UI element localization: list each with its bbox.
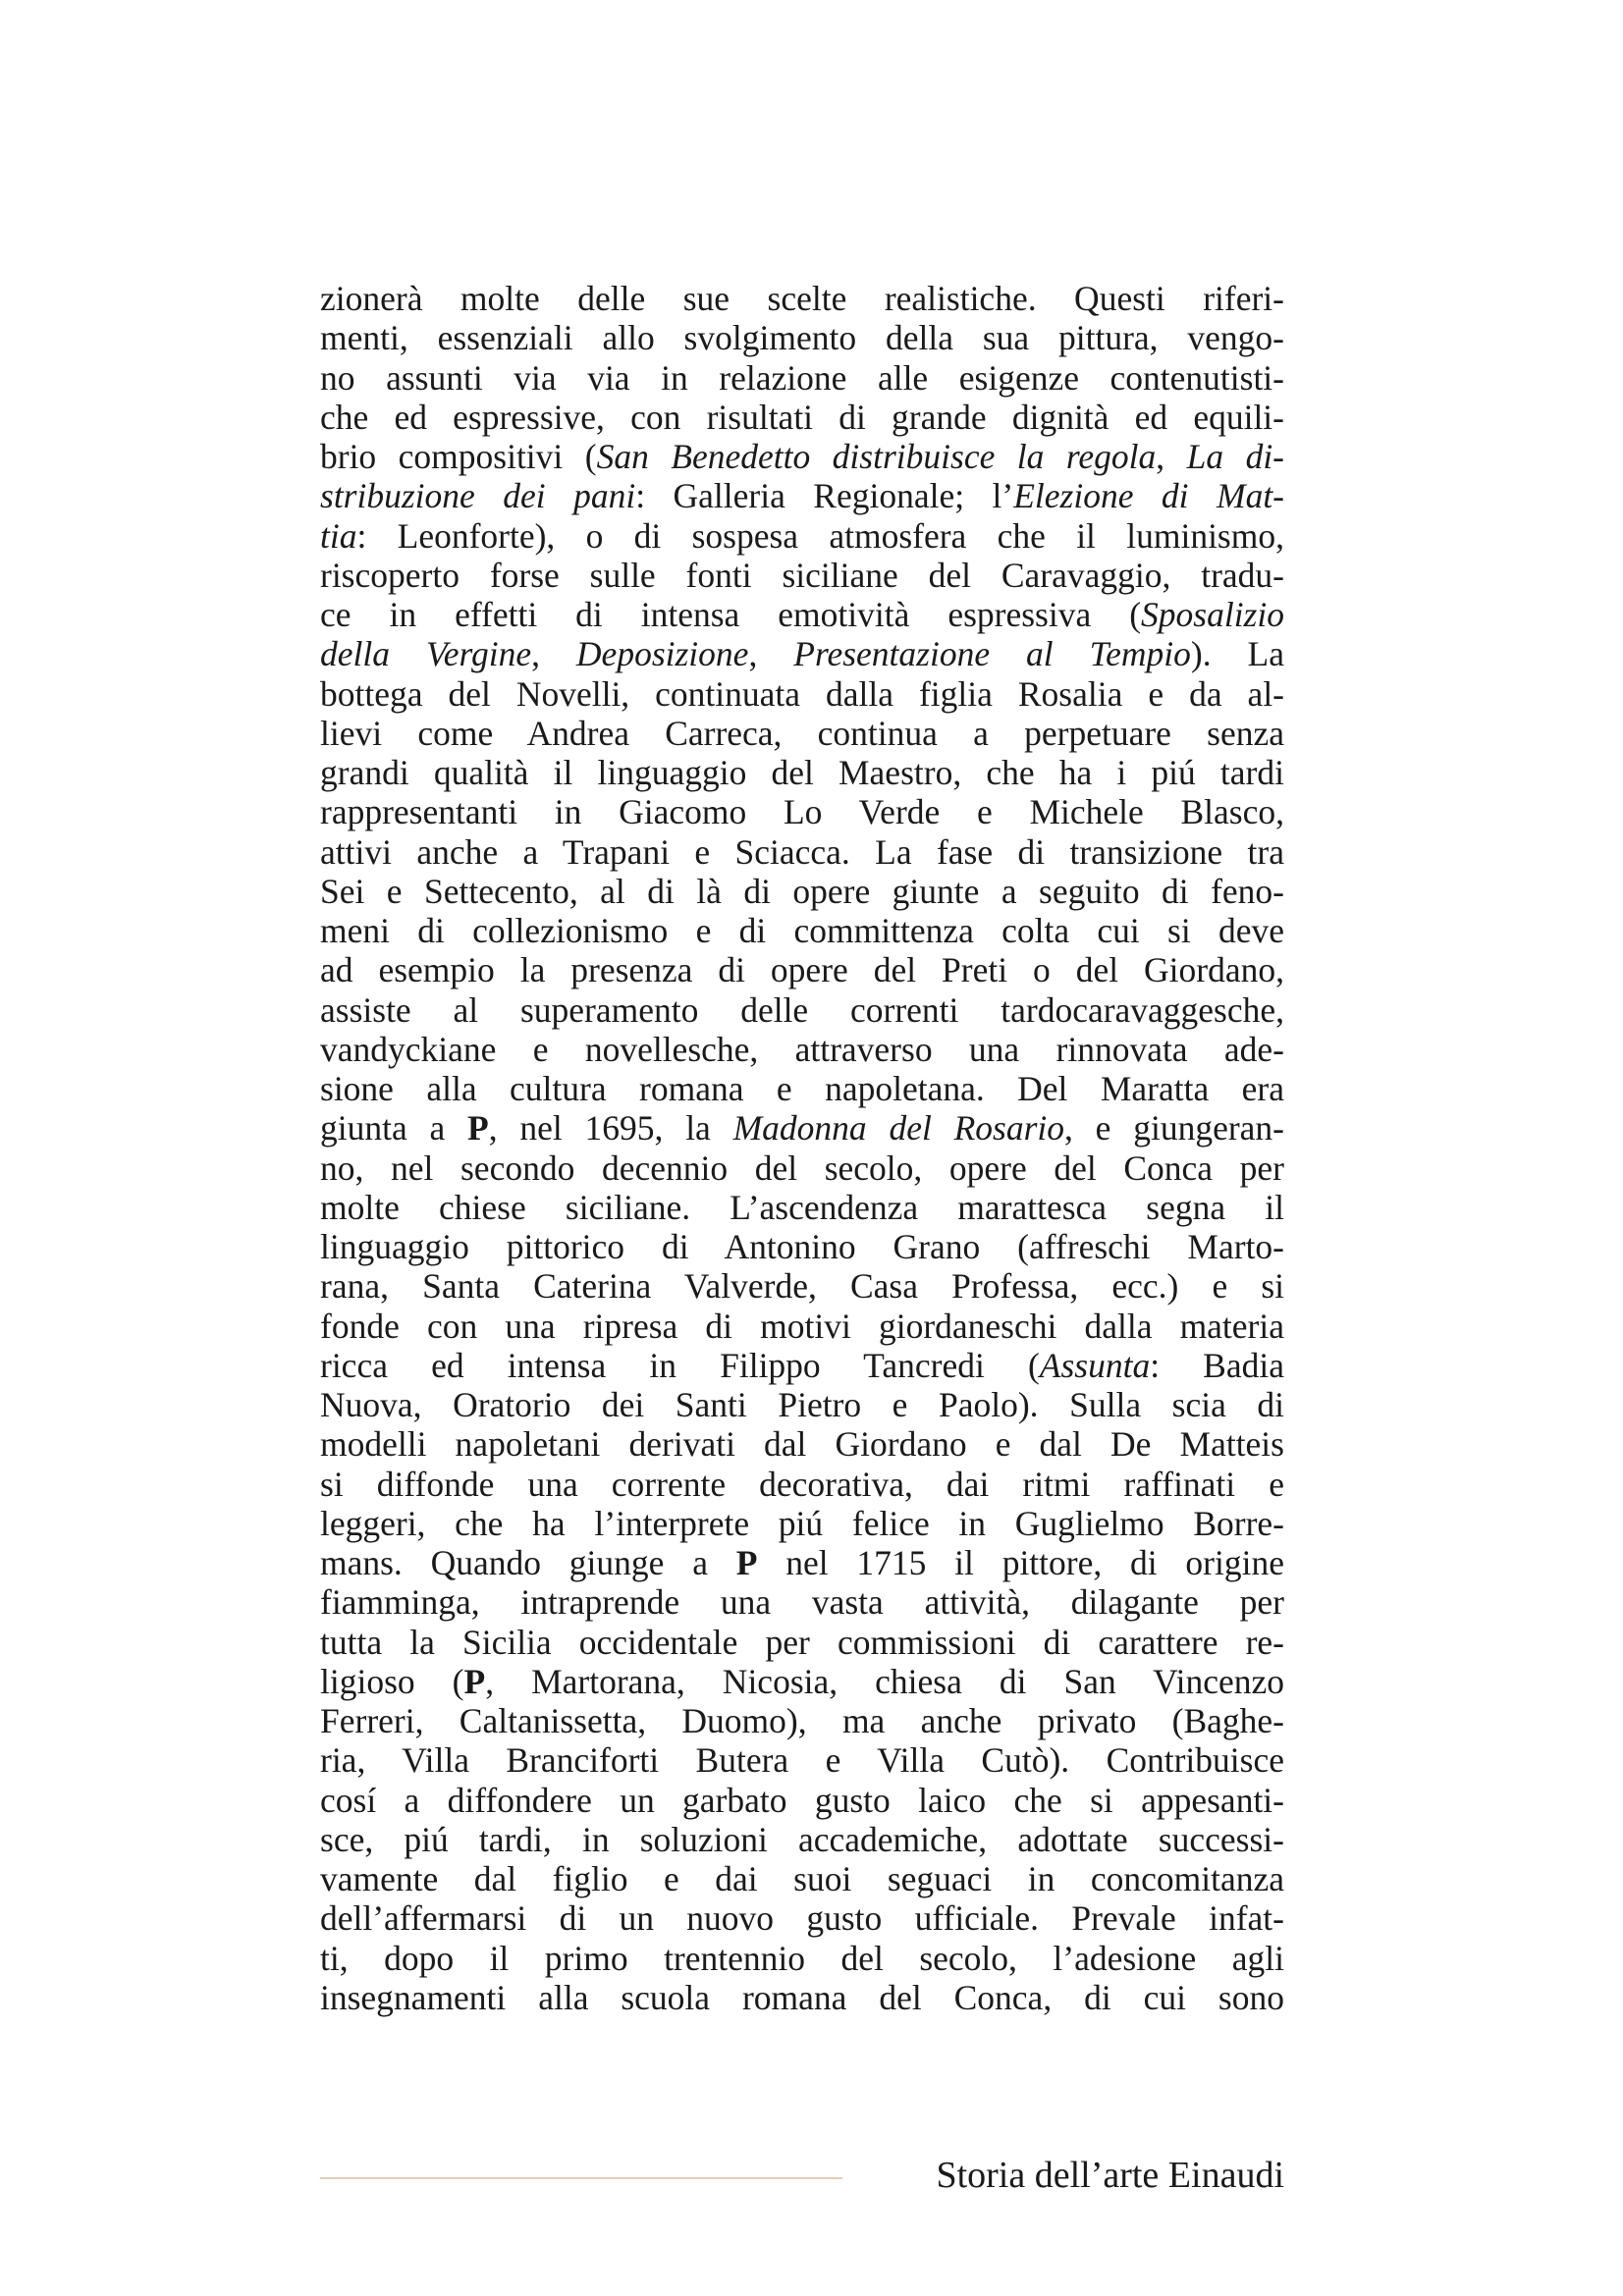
text-segment: linguaggio pittorico di Antonino Grano (affreschi Marto- [320, 1227, 1284, 1266]
text-line [320, 1227, 1284, 1266]
text-segment: modelli napoletani derivati dal Giordano e dal De Matteis [320, 1424, 1284, 1465]
text-segment: , [531, 634, 576, 674]
text-line [320, 279, 1284, 318]
footer-title: Storia dell’arte Einaudi [936, 2155, 1284, 2196]
text-line [320, 1740, 1284, 1780]
text-line [320, 1701, 1284, 1740]
text-segment: assiste al superamento delle correnti tardocaravaggesche, [320, 989, 1284, 1030]
text-line [320, 1424, 1284, 1464]
text-segment: rappresentanti in Giacomo Lo Verde e Michele Blasco, [320, 792, 1284, 832]
text-line [320, 1069, 1284, 1108]
text-line [320, 634, 1284, 673]
text-line [320, 1148, 1284, 1188]
text-segment: che ed espressive, con risultati di grande dignità ed equili- [320, 397, 1284, 437]
text-line [320, 476, 1284, 515]
text-segment: ria, Villa Branciforti Butera e Villa Cutò). Contribuisce [320, 1740, 1284, 1781]
italic-title: La di- [1186, 437, 1285, 476]
italic-title: tia [320, 515, 357, 556]
text-line [320, 911, 1284, 950]
bold-abbrev: P [463, 1661, 486, 1701]
italic-title: Deposizione [575, 634, 749, 674]
text-line [320, 358, 1284, 398]
text-segment: Nuova, Oratorio dei Santi Pietro e Paolo). Sulla scia di [320, 1385, 1284, 1424]
text-segment: dell’affermarsi di un nuovo gusto ufficiale. Prevale infat- [320, 1898, 1284, 1939]
text-segment: lievi come Andrea Carreca, continua a perpetuare senza [320, 713, 1284, 753]
text-line [320, 872, 1284, 911]
text-segment: menti, essenziali allo svolgimento della sua pittura, vengo- [320, 318, 1284, 358]
text-segment: no, nel secondo decennio del secolo, opere del Conca per [320, 1148, 1284, 1188]
text-segment: nel 1715 il pittore, di origine [757, 1543, 1284, 1582]
text-line [320, 1939, 1284, 1978]
italic-title: Presentazione al Tempio [793, 634, 1191, 674]
text-segment: riscoperto forse sulle fonti siciliane del Caravaggio, tradu- [320, 555, 1284, 595]
text-line [320, 556, 1284, 595]
text-line [320, 1346, 1284, 1385]
text-line [320, 1543, 1284, 1582]
text-segment: : Leonforte), o di sospesa atmosfera che il luminismo, [356, 515, 1284, 556]
text-segment: leggeri, che ha l’interprete piú felice in Guglielmo Borre- [320, 1503, 1284, 1543]
text-segment: ad esempio la presenza di opere del Preti o del Giordano, [320, 950, 1284, 990]
text-line [320, 1188, 1284, 1227]
text-segment: tutta la Sicilia occidentale per commissioni di carattere re- [320, 1622, 1284, 1662]
text-line [320, 1385, 1284, 1424]
body-text [320, 279, 1284, 2017]
text-segment: ce in effetti di intensa emotività espressiva ( [320, 595, 1142, 634]
text-line [320, 1266, 1284, 1306]
text-segment: sione alla cultura romana e napoletana. Del Maratta era [320, 1069, 1284, 1108]
text-segment: ricca ed intensa in Filippo Tancredi ( [320, 1345, 1040, 1385]
text-line [320, 674, 1284, 714]
text-line [320, 595, 1284, 634]
bold-abbrev: P [467, 1108, 489, 1148]
text-segment: bottega del Novelli, continuata dalla figlia Rosalia e da al- [320, 673, 1284, 714]
text-segment: , nel 1695, la [488, 1108, 733, 1148]
text-line [320, 1859, 1284, 1898]
italic-title: Elezione di Mat- [1013, 476, 1285, 516]
italic-title: San Benedetto distribuisce la regola [596, 437, 1157, 476]
text-line [320, 398, 1284, 437]
text-segment: : Galleria Regionale; l’ [635, 476, 1014, 516]
text-line [320, 1978, 1284, 2017]
text-segment: ti, dopo il primo trentennio del secolo, l’adesione agli [320, 1938, 1284, 1978]
text-segment: , Martorana, Nicosia, chiesa di San Vincenzo [485, 1661, 1284, 1701]
text-segment: brio compositivi ( [320, 437, 597, 476]
text-segment: meni di collezionismo e di committenza colta cui si deve [320, 911, 1284, 950]
text-segment: ligioso ( [320, 1661, 464, 1701]
text-line [320, 1030, 1284, 1069]
text-segment: , [1156, 437, 1187, 476]
text-line [320, 714, 1284, 753]
text-segment: insegnamenti alla scuola romana del Conca, di cui sono [320, 1977, 1284, 2017]
text-segment: fiamminga, intraprende una vasta attività, dilagante per [320, 1582, 1284, 1623]
text-line [320, 792, 1284, 831]
text-segment: Ferreri, Caltanissetta, Duomo), ma anche privato (Baghe- [320, 1701, 1284, 1740]
text-segment: molte chiese siciliane. L’ascendenza marattesca segna il [320, 1187, 1284, 1227]
italic-title: Assunta [1039, 1345, 1151, 1385]
text-segment: vamente dal figlio e dai suoi seguaci in concomitanza [320, 1859, 1284, 1898]
text-segment: mans. Quando giunge a [320, 1543, 736, 1582]
text-line [320, 1582, 1284, 1622]
text-segment: , [748, 634, 794, 674]
text-line [320, 1465, 1284, 1504]
text-segment: ). La [1190, 634, 1284, 674]
italic-title: Madonna del Rosario [732, 1108, 1065, 1148]
bold-abbrev: P [735, 1543, 758, 1582]
text-segment: , e giungeran- [1064, 1108, 1284, 1148]
text-segment: rana, Santa Caterina Valverde, Casa Professa, ecc.) e si [320, 1266, 1284, 1307]
italic-title: stribuzione dei pani [320, 476, 636, 516]
footer-rule [320, 2177, 842, 2179]
text-segment: fonde con una ripresa di motivi giordaneschi dalla materia [320, 1306, 1284, 1346]
text-segment: Sei e Settecento, al di là di opere giunte a seguito di feno- [320, 871, 1284, 911]
text-line [320, 437, 1284, 476]
text-line [320, 832, 1284, 872]
text-line [320, 1662, 1284, 1701]
text-segment: zionerà molte delle sue scelte realistiche. Questi riferi- [320, 279, 1284, 318]
text-line [320, 1504, 1284, 1543]
text-line [320, 1781, 1284, 1820]
text-segment: attivi anche a Trapani e Sciacca. La fase di transizione tra [320, 831, 1284, 872]
text-segment: si diffonde una corrente decorativa, dai ritmi raffinati e [320, 1464, 1284, 1504]
text-line [320, 753, 1284, 792]
text-line [320, 516, 1284, 556]
text-line [320, 1820, 1284, 1859]
text-line [320, 1623, 1284, 1662]
text-line [320, 318, 1284, 357]
text-segment: : Badia [1150, 1345, 1284, 1385]
text-line [320, 1307, 1284, 1346]
text-line [320, 990, 1284, 1030]
text-segment: grandi qualità il linguaggio del Maestro, che ha i piú tardi [320, 753, 1284, 792]
italic-title: Sposalizio [1141, 595, 1284, 634]
text-line [320, 1108, 1284, 1148]
text-segment: cosí a diffondere un garbato gusto laico che si appesanti- [320, 1780, 1284, 1820]
text-line [320, 1898, 1284, 1938]
text-segment: no assunti via via in relazione alle esigenze contenutisti- [320, 357, 1284, 398]
text-segment: vandyckiane e novellesche, attraverso una rinnovata ade- [320, 1029, 1284, 1069]
text-line [320, 950, 1284, 989]
text-segment: sce, piú tardi, in soluzioni accademiche, adottate successi- [320, 1819, 1284, 1859]
text-segment: giunta a [320, 1108, 468, 1148]
italic-title: della Vergine [320, 634, 532, 674]
